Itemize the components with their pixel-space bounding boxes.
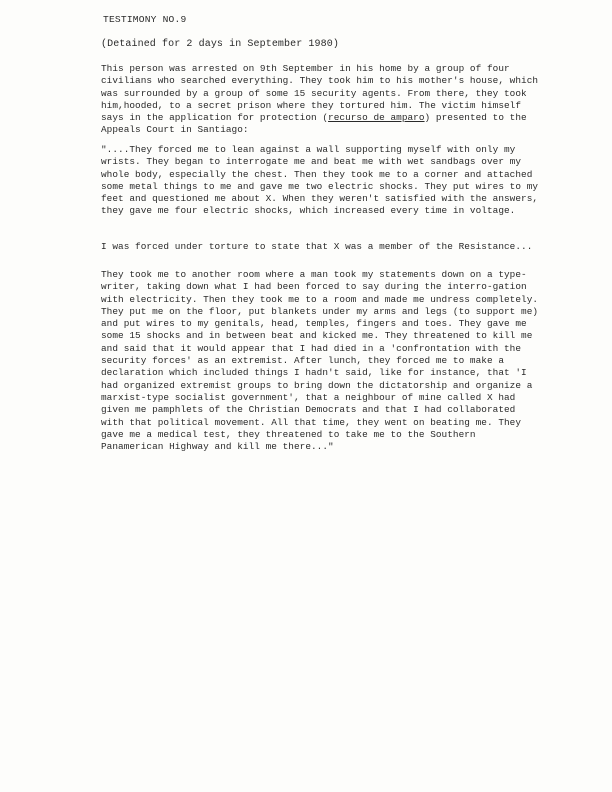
testimony-paragraph-3: They took me to another room where a man took my statements down on a type-writer, taking down what I had been forced to say during the interro-gation with electricity. Then they took me to a room and made me undress completely. They put me on the floor, put blankets under my arms and legs (to support me) and put wires to my genitals, head, temples, fingers and toes. They gave me some 15 shocks and in between beat and kicked me. They threatened to kill me and said that it would appear that I had died in a 'confrontation with the security forces' as an extremist. After lunch, they forced me to make a declaration which included things I hadn't said, like for instance, that 'I had organized extremist groups to bring down the dictatorship and organize a marxist-type socialist government', that a neighbour of mine called X had given me pamphlets of the Christian Democrats and that I had collaborated with that political movement. All that time, they went on beating me. They gave me a medical test, they threatened to take me to the Southern Panamerican Highway and kill me there..." (101, 269, 539, 453)
recurso-de-amparo-term: recurso de amparo (328, 112, 425, 124)
intro-text-a: This person was arrested on 9th September in his home by a group of four civilians who searched everything. They took him to his mother's house, which was surrounded by a group of some 15 security agents. From there, they took him,hooded, to a secret prison where they tortured him. The victim himself says in the application for protection ( (101, 63, 539, 124)
document-title: TESTIMONY NO.9 (103, 14, 187, 25)
intro-paragraph (101, 63, 541, 137)
testimony-paragraph-2: I was forced under torture to state that X was a member of the Resistance... (101, 241, 533, 252)
intro-text-b: ) presented to the Appeals Court in Santiago: (101, 112, 527, 136)
document-subtitle: (Detained for 2 days in September 1980) (101, 39, 339, 50)
testimony-paragraph-1: "....They forced me to lean against a wall supporting myself with only my wrists. They began to interrogate me and beat me with wet sandbags over my whole body, especially the chest. Then they took me to a corner and attached some metal things to me and gave me two electric shocks. They put wires to my feet and questioned me about X. When they weren't satisfied with the answers, they gave me four electric shocks, which increased every time in voltage. (101, 144, 539, 217)
